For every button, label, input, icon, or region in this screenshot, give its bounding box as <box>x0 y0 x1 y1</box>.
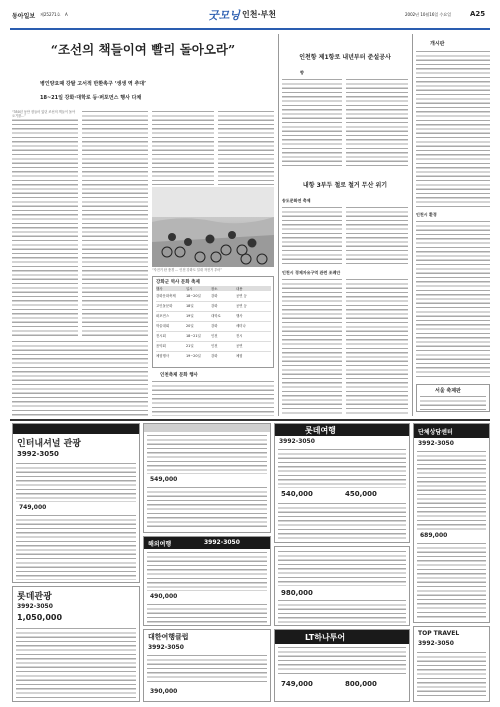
ad-overseas-travel <box>143 536 271 626</box>
right-ad-list <box>417 450 486 530</box>
photo-scene <box>152 187 274 267</box>
ad5-phone: 3992-3050 <box>148 644 184 651</box>
section-logo: 굿모닝 <box>208 9 240 22</box>
ad1-list-2 <box>16 514 136 580</box>
cyclists-photo <box>152 187 274 267</box>
ad5-price: 390,000 <box>150 688 178 695</box>
ad8-price: 749,000 <box>281 680 313 688</box>
ad3-list-2 <box>147 486 267 530</box>
paper-name: 동아일보 <box>12 13 36 20</box>
photo-caption: “자전거 탄 풍경 … 인천 강화도 일대 자전거 투어” <box>152 268 223 272</box>
sidebar-text-a <box>416 50 490 210</box>
ad1-banner <box>13 424 139 434</box>
bottom-right-list <box>417 651 486 699</box>
ad8-price-2: 800,000 <box>345 680 377 688</box>
event-table-header <box>156 286 271 291</box>
ad3-price: 549,000 <box>150 476 178 483</box>
ad8-brand: LT하나투어 <box>305 633 346 642</box>
ad-travel-middle <box>143 423 271 533</box>
right-ad-banner <box>414 424 489 438</box>
ad2-phone: 3992-3050 <box>17 603 53 610</box>
ad-hana-tour <box>274 629 410 702</box>
bottom-right-brand: TOP TRAVEL <box>418 630 460 637</box>
main-headline: “조선의 책들이여 빨리 돌아오라” <box>50 42 236 57</box>
ad3-list <box>147 434 267 474</box>
sidebar-mid-title: 인천시 환경 <box>416 212 437 217</box>
ad1-list <box>16 462 136 502</box>
article-column-3 <box>152 110 214 185</box>
ad6-phone: 3992-3050 <box>279 438 315 445</box>
main-subhead: 병인양요때 강탈 고서적 반환촉구 ‘생생 역 추대’ <box>40 81 147 87</box>
sidebar-notice-box <box>416 384 490 412</box>
col3-headline-4: 인천시 경제자유구역 관련 조례안 <box>282 270 341 275</box>
table-row: 음악회 21일 인천 공연 <box>156 342 271 352</box>
ad6-list-2 <box>278 502 406 540</box>
ad4-phone: 3992-3050 <box>204 539 240 546</box>
col3-text-f <box>346 278 408 416</box>
ad-international-tour <box>12 423 140 583</box>
ad4-list-2 <box>147 603 267 623</box>
col3-text-a <box>282 78 342 168</box>
right-ad-brand: 단체상담센터 <box>418 429 453 436</box>
sidebar-text-b <box>416 220 490 380</box>
col3-sub: 향 <box>300 70 304 75</box>
ad2-price: 1,050,000 <box>17 613 63 622</box>
ad6-price-2: 450,000 <box>345 490 377 498</box>
ad1-price: 749,000 <box>19 504 47 511</box>
col3-text-c <box>282 206 342 266</box>
col-header: 내용 <box>236 287 243 291</box>
event-text <box>152 380 274 416</box>
table-row: 고인돌문화 18일 강화 공연 등 <box>156 302 271 312</box>
ad-club-travel <box>143 629 271 702</box>
sidebar-notice-title: 서울 축제판 <box>435 388 461 394</box>
bottom-right-phone: 3992-3050 <box>418 640 454 647</box>
ad-band-rule <box>10 419 490 421</box>
col3-headline: 인천항 제1항로 내년부터 준설공사 <box>299 54 391 61</box>
event-table-title: 강화군 역사 문화 축제 <box>156 280 200 285</box>
table-row: 전시회 18~21일 인천 전시 <box>156 332 271 342</box>
ad8-banner <box>275 630 409 644</box>
table-row: 강화문화축제 18~20일 강화 공연 등 <box>156 292 271 302</box>
right-ad-price: 689,000 <box>420 532 448 539</box>
right-ad-list-2 <box>417 542 486 620</box>
col3-text-d <box>346 206 408 266</box>
ad5-brand: 대한여행클럽 <box>148 633 189 641</box>
ad6-brand: 롯데여행 <box>305 426 336 435</box>
ad4-banner <box>144 537 270 549</box>
event-table-rows <box>156 292 271 361</box>
article-column-1 <box>12 110 78 338</box>
issue-date: 2002년 10월16일 수요일 <box>405 12 452 17</box>
ad4-list <box>147 551 267 591</box>
col-header: 장소 <box>211 287 218 291</box>
ad7-list <box>278 550 406 586</box>
ad6-price: 540,000 <box>281 490 313 498</box>
ad1-phone: 3992-3050 <box>17 450 59 458</box>
ad5-list <box>147 654 267 684</box>
col3-headline-3: 송도문화연 축제 <box>282 198 311 203</box>
col3-headline-2: 내항 3부두 철로 철거 무산 위기 <box>302 182 388 189</box>
sidebar-title: 개시판 <box>430 41 445 47</box>
ad-top-travel <box>413 626 490 702</box>
ad7-price: 980,000 <box>281 589 313 597</box>
article-column-2 <box>82 110 148 338</box>
ad2-brand: 롯데관광 <box>17 592 52 602</box>
sidebar-divider <box>412 34 413 416</box>
ad1-brand: 인터내셔널 관광 <box>17 439 81 449</box>
ad6-banner <box>275 424 409 436</box>
ad-lotte-tour <box>12 586 140 702</box>
ad7-list-2 <box>278 599 406 623</box>
col3-text-e <box>282 278 342 416</box>
header-rule <box>10 28 490 30</box>
ad3-banner <box>144 424 270 432</box>
section-mark: A <box>65 12 68 17</box>
article-column-4 <box>218 110 274 185</box>
page-header <box>10 6 490 28</box>
table-row: 체험행사 19~20일 강화 체험 <box>156 354 243 358</box>
ad4-title: 해외여행 <box>148 541 172 548</box>
col-header: 행사 <box>156 287 163 291</box>
page-number: A25 <box>470 10 486 18</box>
column-divider <box>278 34 279 416</box>
article-continued <box>12 340 148 416</box>
article-lead: “350년 동안 잠들어 있던 조선의 책들이 돌아오기를…” <box>12 110 78 119</box>
ad4-price: 490,000 <box>150 593 178 600</box>
main-dateline: 18~21일 강화·대학로 등·퍼포먼스 행사 다채 <box>40 95 142 101</box>
ad-group-center <box>413 423 490 623</box>
right-ad-phone: 3992-3050 <box>418 440 454 447</box>
col-header: 일시 <box>186 287 193 291</box>
event-table-box <box>152 276 274 368</box>
ad6-list <box>278 448 406 488</box>
issue-number: 제25271호 <box>40 12 61 17</box>
col3-text-b <box>346 78 408 168</box>
table-row: 퍼포먼스 19일 대학로 행사 <box>156 312 271 322</box>
ad-tour-center <box>274 546 410 626</box>
sidebar-notice-text <box>420 395 486 410</box>
event-subtitle: 인천축제 문화 행사 <box>160 373 198 378</box>
ad8-list <box>278 646 406 676</box>
section-title: 인천·부천 <box>242 10 276 19</box>
ad2-list <box>16 627 136 699</box>
ad-lotte-travel <box>274 423 410 543</box>
table-row: 학술대회 20일 강화 세미나 <box>156 322 271 332</box>
